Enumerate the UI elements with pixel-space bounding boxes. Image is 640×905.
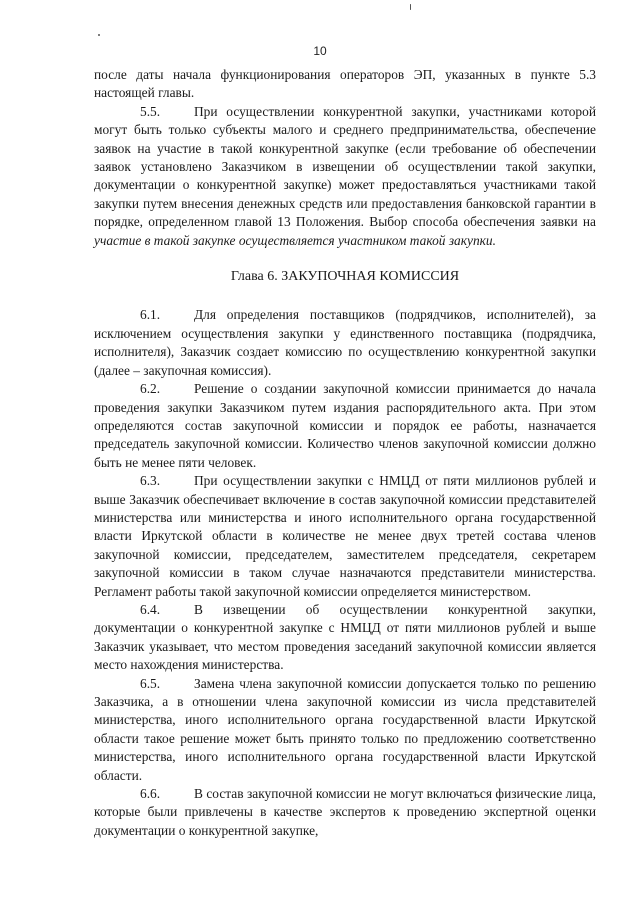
paragraph-6-2 xyxy=(94,380,596,472)
clause-text: При осуществлении конкурентной закупки, участниками которой могут быть только субъекты малого и среднего предпринимательства, обеспечение заявок на участие в такой конкурентной закупке (если требование об обеспечении заявок установлено Заказчиком в извещении об осуществлении такой закупки, документации о конкурентной закупке) может предоставляться участниками такой закупки путем внесения денежных средств или предоставления банковской гарантии в порядке, определенном главой 13 Положения. Выбор способа обеспечения заявки на xyxy=(94,103,596,230)
clause-number: 5.5. xyxy=(140,103,161,119)
paragraph-6-3 xyxy=(94,472,596,601)
paragraph-6-6 xyxy=(94,785,596,840)
clause-text: В извещении об осуществлении конкурентной закупки, документации о конкурентной закупке с НМЦД от пяти миллионов рублей и выше Заказчик указывает, что местом проведения заседаний закупочной комиссии является место нахождения министерства. xyxy=(94,601,596,673)
clause-text: Для определения поставщиков (подрядчиков, исполнителей), за исключением осуществления закупки у единственного поставщика (подрядчика, исполнителя), Заказчик создает комиссию по осуществлению конкурентной закупки (далее – закупочная комиссия). xyxy=(94,307,596,378)
paragraph-6-1 xyxy=(94,306,596,380)
clause-number: 6.2. xyxy=(140,381,161,397)
clause-number: 6.6. xyxy=(140,786,161,802)
clause-number: 6.1. xyxy=(140,307,161,323)
paragraph-6-5 xyxy=(94,675,596,785)
scan-speck xyxy=(98,34,100,36)
paragraph-5-5 xyxy=(94,103,596,250)
clause-number: 6.5. xyxy=(140,675,161,691)
clause-text: Решение о создании закупочной комиссии принимается до начала проведения закупки Заказчиком путем издания распорядительного акта. При этом определяются состав закупочной комиссии и порядок ее работы, назначается председатель закупочной комиссии. Количество членов закупочной комиссии должно быть не менее пяти человек. xyxy=(94,381,596,470)
clause-text: Замена члена закупочной комиссии допускается только по решению Заказчика, а в отношении члена закупочной комиссии из числа представителей министерства, иного исполнительного органа государственной власти Иркутской области такое решение может быть принято только по предложению соответственно министерства, иного исполнительного органа государственной власти Иркутской области. xyxy=(94,675,596,783)
paragraph-6-4 xyxy=(94,601,596,675)
page-number: 10 xyxy=(313,44,327,58)
clause-number: 6.4. xyxy=(140,601,161,617)
clause-text: В состав закупочной комиссии не могут включаться физические лица, которые были привлечены в качестве экспертов к проведению экспертной оценки документации о конкурентной закупке, xyxy=(94,786,596,838)
scan-speck xyxy=(410,4,411,10)
chapter-title: Глава 6. ЗАКУПОЧНАЯ КОМИССИЯ xyxy=(230,269,460,285)
clause-number: 6.3. xyxy=(140,473,161,489)
clause-text-italic: участие в такой закупке осуществляется участником такой закупки. xyxy=(94,232,496,248)
clause-text: При осуществлении закупки с НМЦД от пяти миллионов рублей и выше Заказчик обеспечивает включение в состав закупочной комиссии представителей министерства или министерства и иного исполнительного органа государственной власти Иркутской области в количестве не менее двух третей состава членов закупочной комиссии, председателем, заместителем председателя, секретарем закупочной комиссии в таком случае назначаются представители министерства. Регламент работы такой закупочной комиссии определяется министерством. xyxy=(94,473,596,599)
document-body xyxy=(94,66,596,840)
paragraph-continuation: после даты начала функционирования операторов ЭП, указанных в пункте 5.3 настоящей главы. xyxy=(94,67,596,101)
